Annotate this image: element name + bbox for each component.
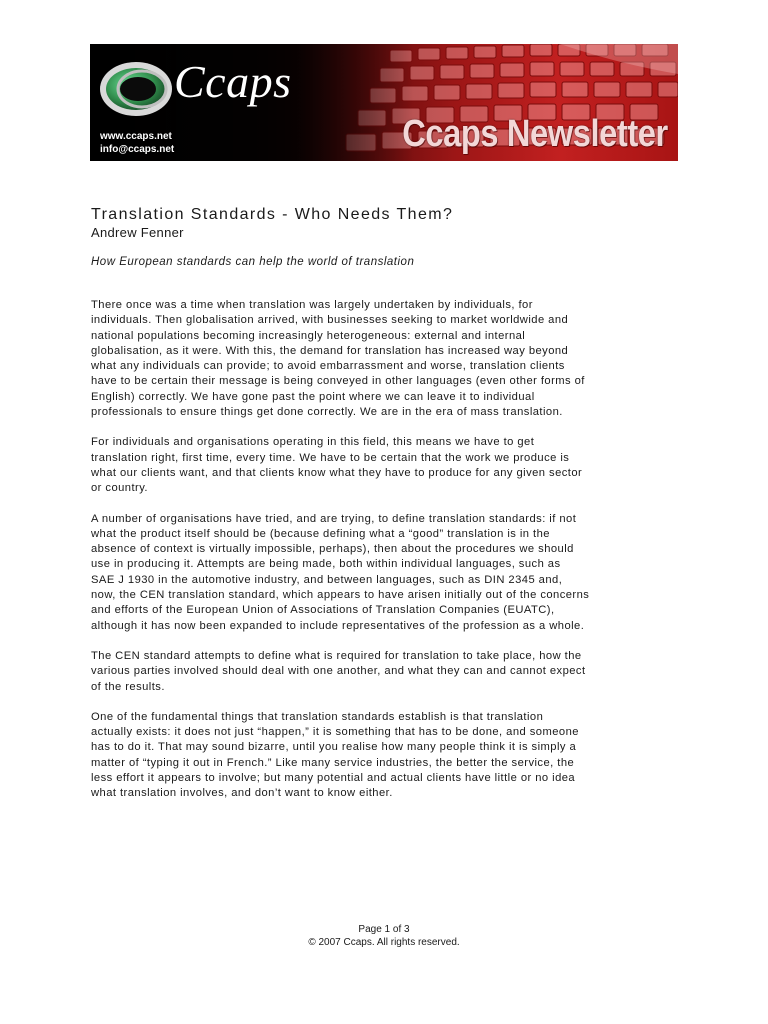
text-line: For individuals and organisations operating in this field, this means we have to get <box>91 436 535 449</box>
text-line: SAE J 1930 in the automotive industry, and between languages, such as DIN 2345 and, <box>91 573 563 586</box>
article-subtitle: How European standards can help the world of translation <box>91 256 415 268</box>
newsletter-banner <box>90 44 678 161</box>
contact-info <box>100 130 174 156</box>
text-line: actually exists: it does not just “happen,” it is something that has to be done, and someone <box>91 726 579 739</box>
text-line: and efforts of the European Union of Associations of Translation Companies (EUATC), <box>91 604 555 617</box>
text-line: One of the fundamental things that translation standards establish is that translation <box>91 710 544 723</box>
email-link[interactable]: info@ccaps.net <box>100 144 175 155</box>
paragraph <box>91 710 681 802</box>
text-line: what any individuals can provide; to avoid embarrassment and worse, translation clients <box>91 360 565 373</box>
ccaps-logo-icon <box>98 52 178 122</box>
paragraph <box>91 512 681 634</box>
website-link[interactable]: www.ccaps.net <box>100 131 172 142</box>
text-line: A number of organisations have tried, and are trying, to define translation standards: if not <box>91 512 577 525</box>
paragraph <box>91 298 681 420</box>
newsletter-title: Ccaps Newsletter <box>402 113 668 155</box>
brand-name: Ccaps <box>174 56 292 107</box>
text-line: There once was a time when translation was largely undertaken by individuals, for <box>91 299 533 311</box>
text-line: national populations becoming increasingly heterogeneous: external and internal <box>91 329 526 342</box>
text-line: The CEN standard attempts to define what is required for translation to take place, how the <box>91 649 582 662</box>
text-line: although it has now been expanded to include representatives of the profession as a whole. <box>91 619 585 632</box>
copyright: © 2007 Ccaps. All rights reserved. <box>308 936 460 948</box>
text-line: globalisation, as it were. With this, the demand for translation has increased way beyond <box>91 344 569 357</box>
text-line: translation right, first time, every time. We have to be certain that the work we produce is <box>91 451 570 464</box>
paragraph <box>91 435 681 496</box>
text-line: individuals. Then globalisation arrived, with businesses seeking to market worldwide and <box>91 314 569 327</box>
article-title: Translation Standards - Who Needs Them? <box>91 206 454 223</box>
article <box>91 205 681 817</box>
text-line: English) correctly. We have gone past the point where we can leave it to individual <box>91 390 535 403</box>
page-footer <box>0 924 768 949</box>
text-line: has to do it. That may sound bizarre, until you realise how many people think it is simply a <box>91 741 577 754</box>
text-line: professionals to ensure things get done correctly. We are in the era of mass translation. <box>91 406 563 419</box>
article-author: Andrew Fenner <box>91 225 184 240</box>
text-line: what the product itself should be (because defining what a “good” translation is in the <box>91 527 550 540</box>
ccaps-logo <box>98 52 318 122</box>
text-line: or country. <box>91 482 148 495</box>
page-number: Page 1 of 3 <box>358 924 410 935</box>
text-line: have to be certain their message is being conveyed in other languages (even other forms of <box>91 375 585 388</box>
text-line: of the results. <box>91 680 165 693</box>
text-line: less effort it appears to involve; but many potential and actual clients have little or no idea <box>91 772 576 785</box>
paragraph <box>91 649 681 695</box>
text-line: various parties involved should deal with one another, and what they can and cannot expect <box>91 665 586 678</box>
article-body <box>91 298 681 802</box>
text-line: what our clients want, and that clients know what they have to produce for any given sector <box>91 466 583 479</box>
text-line: use in producing it. Attempts are being made, both within individual languages, such as <box>91 558 561 571</box>
text-line: now, the CEN translation standard, which appears to have arisen initially out of the concerns <box>91 589 590 602</box>
text-line: what translation involves, and don’t want to know either. <box>91 787 393 800</box>
text-line: matter of “typing it out in French.” Like many service industries, the better the service, the <box>91 756 575 769</box>
text-line: absence of context is virtually impossible, perhaps), then about the procedures we should <box>91 543 574 556</box>
